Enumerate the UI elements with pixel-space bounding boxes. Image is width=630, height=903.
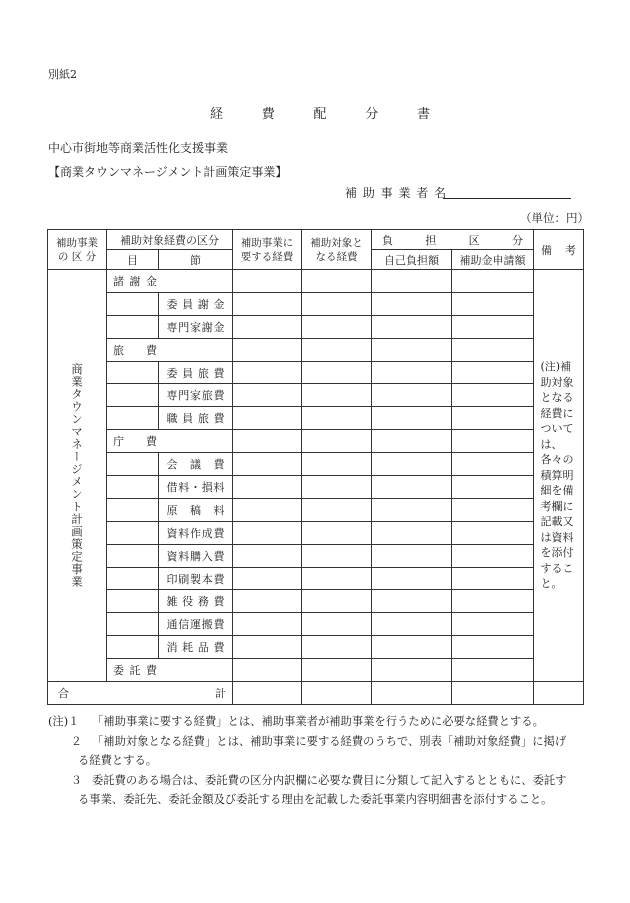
- subsidy-amount-cell[interactable]: [452, 613, 534, 636]
- eligible-amount-cell[interactable]: [302, 636, 372, 659]
- expense-subitem: 職員旅費: [159, 407, 233, 430]
- required-amount-cell[interactable]: [233, 659, 302, 682]
- expense-subitem: 専門家謝金: [159, 315, 233, 338]
- total-eligible-cell[interactable]: [302, 682, 372, 705]
- expense-row: [48, 292, 584, 315]
- expense-subitem: 資料作成費: [159, 521, 233, 544]
- item-blank-cell: [107, 453, 159, 476]
- expense-row: [48, 407, 584, 430]
- subsidy-amount-cell[interactable]: [452, 270, 534, 293]
- expense-row: [48, 476, 584, 499]
- total-row: [48, 682, 584, 705]
- item-blank-cell: [107, 567, 159, 590]
- subsidy-amount-cell[interactable]: [452, 338, 534, 361]
- required-amount-cell[interactable]: [233, 292, 302, 315]
- required-amount-cell[interactable]: [233, 476, 302, 499]
- expense-item: 旅費: [107, 338, 233, 361]
- footnote-number: ３: [70, 773, 82, 787]
- eligible-amount-cell[interactable]: [302, 407, 372, 430]
- subsidy-amount-cell[interactable]: [452, 498, 534, 521]
- self-amount-cell[interactable]: [372, 659, 452, 682]
- self-amount-cell[interactable]: [372, 521, 452, 544]
- eligible-amount-cell[interactable]: [302, 544, 372, 567]
- expense-row: [48, 315, 584, 338]
- eligible-amount-cell[interactable]: [302, 567, 372, 590]
- self-amount-cell[interactable]: [372, 430, 452, 453]
- eligible-amount-cell[interactable]: [302, 315, 372, 338]
- total-label: 合 計: [48, 682, 233, 705]
- expense-row: [48, 613, 584, 636]
- self-amount-cell[interactable]: [372, 636, 452, 659]
- expense-item: 庁費: [107, 430, 233, 453]
- subsidy-amount-cell[interactable]: [452, 636, 534, 659]
- footnote-number: (注)１: [48, 715, 80, 728]
- expense-subitem: 原稿料: [159, 498, 233, 521]
- eligible-amount-cell[interactable]: [302, 453, 372, 476]
- header-item: 目: [107, 250, 159, 270]
- expense-row: [48, 384, 584, 407]
- required-amount-cell[interactable]: [233, 521, 302, 544]
- footnote-text: 「補助事業に要する経費」とは、補助事業者が補助事業を行うために必要な経費とする。: [92, 715, 544, 728]
- header-row: [48, 230, 584, 250]
- header-subsidy: 補助金申請額: [452, 250, 534, 270]
- expense-subitem: 資料購入費: [159, 544, 233, 567]
- eligible-amount-cell[interactable]: [302, 384, 372, 407]
- required-amount-cell[interactable]: [233, 430, 302, 453]
- total-remarks-cell[interactable]: [534, 682, 584, 705]
- header-remarks: 備 考: [534, 230, 584, 270]
- subsidy-amount-cell[interactable]: [452, 315, 534, 338]
- expense-item: 諸謝金: [107, 270, 233, 293]
- expense-row: [48, 521, 584, 544]
- subsidy-amount-cell[interactable]: [452, 292, 534, 315]
- budget-allocation-table: [47, 229, 584, 705]
- remarks-note: (注)補助対象となる経費については、各々の積算明細を備考欄に記載又は資料を添付すること。: [540, 360, 574, 591]
- item-blank-cell: [107, 292, 159, 315]
- item-blank-cell: [107, 384, 159, 407]
- subsidy-amount-cell[interactable]: [452, 453, 534, 476]
- required-amount-cell[interactable]: [233, 384, 302, 407]
- item-blank-cell: [107, 544, 159, 567]
- self-amount-cell[interactable]: [372, 270, 452, 293]
- eligible-amount-cell[interactable]: [302, 338, 372, 361]
- footnotes: [48, 712, 588, 810]
- item-blank-cell: [107, 315, 159, 338]
- eligible-amount-cell[interactable]: [302, 521, 372, 544]
- total-self-cell[interactable]: [372, 682, 452, 705]
- subsidy-amount-cell[interactable]: [452, 407, 534, 430]
- expense-subitem: 通信運搬費: [159, 613, 233, 636]
- item-blank-cell: [107, 590, 159, 613]
- footnote-continuation: る事業、委託先、委託金額及び委託する理由を記載した委託事業内容明細書を添付すること。: [78, 793, 553, 806]
- self-amount-cell[interactable]: [372, 361, 452, 384]
- document-title: [210, 103, 430, 122]
- subsidy-amount-cell[interactable]: [452, 430, 534, 453]
- expense-subitem: 専門家旅費: [159, 384, 233, 407]
- self-amount-cell[interactable]: [372, 315, 452, 338]
- required-amount-cell[interactable]: [233, 544, 302, 567]
- expense-row: [48, 659, 584, 682]
- category-cell: [48, 270, 107, 682]
- subsidy-amount-cell[interactable]: [452, 590, 534, 613]
- eligible-amount-cell[interactable]: [302, 270, 372, 293]
- expense-subitem: 委員旅費: [159, 361, 233, 384]
- expense-row: [48, 430, 584, 453]
- header-required: 補助事業に 要する経費: [233, 230, 302, 270]
- project-name: 中心市街地等商業活性化支援事業: [48, 141, 229, 155]
- eligible-amount-cell[interactable]: [302, 498, 372, 521]
- self-amount-cell[interactable]: [372, 567, 452, 590]
- subsidy-amount-cell[interactable]: [452, 544, 534, 567]
- self-amount-cell[interactable]: [372, 544, 452, 567]
- subsidy-amount-cell[interactable]: [452, 361, 534, 384]
- item-blank-cell: [107, 476, 159, 499]
- expense-row: [48, 544, 584, 567]
- self-amount-cell[interactable]: [372, 498, 452, 521]
- eligible-amount-cell[interactable]: [302, 613, 372, 636]
- subsidy-amount-cell[interactable]: [452, 659, 534, 682]
- expense-row: [48, 636, 584, 659]
- attachment-label: 別紙2: [48, 68, 77, 81]
- expense-row: [48, 338, 584, 361]
- total-required-cell[interactable]: [233, 682, 302, 705]
- item-blank-cell: [107, 361, 159, 384]
- required-amount-cell[interactable]: [233, 613, 302, 636]
- eligible-amount-cell[interactable]: [302, 476, 372, 499]
- item-blank-cell: [107, 636, 159, 659]
- eligible-amount-cell[interactable]: [302, 361, 372, 384]
- expense-subitem: 委員謝金: [159, 292, 233, 315]
- required-amount-cell[interactable]: [233, 270, 302, 293]
- eligible-amount-cell[interactable]: [302, 430, 372, 453]
- item-blank-cell: [107, 613, 159, 636]
- expense-subitem: 会議費: [159, 453, 233, 476]
- header-expense-class: 補助対象経費の区分: [107, 230, 233, 250]
- applicant-name-field[interactable]: [443, 198, 571, 199]
- expense-subitem: 雑役務費: [159, 590, 233, 613]
- category-name: 商業タウンマネージメント計画策定事業: [70, 363, 84, 589]
- expense-subitem: 印刷製本費: [159, 567, 233, 590]
- self-amount-cell[interactable]: [372, 384, 452, 407]
- footnote-1: [48, 712, 588, 732]
- self-amount-cell[interactable]: [372, 407, 452, 430]
- subsidy-amount-cell[interactable]: [452, 567, 534, 590]
- self-amount-cell[interactable]: [372, 338, 452, 361]
- expense-row: [48, 270, 584, 293]
- self-amount-cell[interactable]: [372, 590, 452, 613]
- subsidy-amount-cell[interactable]: [452, 476, 534, 499]
- total-subsidy-cell[interactable]: [452, 682, 534, 705]
- header-burden: 負 担 区 分: [372, 230, 534, 250]
- required-amount-cell[interactable]: [233, 567, 302, 590]
- required-amount-cell[interactable]: [233, 590, 302, 613]
- footnote-3: [48, 771, 588, 791]
- footnote-number: ２: [70, 734, 82, 748]
- subsidy-amount-cell[interactable]: [452, 384, 534, 407]
- subproject-name: 【商業タウンマネージメント計画策定事業】: [48, 165, 288, 179]
- required-amount-cell[interactable]: [233, 361, 302, 384]
- title-char: 経: [210, 107, 224, 122]
- expense-subitem: 消耗品費: [159, 636, 233, 659]
- title-char: 分: [365, 107, 379, 122]
- header-category: 補助事業 の 区 分: [48, 230, 107, 270]
- header-subitem: 節: [159, 250, 233, 270]
- remarks-cell[interactable]: [534, 270, 584, 682]
- header-self-burden: 自己負担額: [372, 250, 452, 270]
- required-amount-cell[interactable]: [233, 407, 302, 430]
- expense-row: [48, 590, 584, 613]
- required-amount-cell[interactable]: [233, 338, 302, 361]
- footnote-text: 「補助対象となる経費」とは、補助事業に要する経費のうちで、別表「補助対象経費」に掲げ: [92, 734, 567, 748]
- expense-row: [48, 567, 584, 590]
- required-amount-cell[interactable]: [233, 636, 302, 659]
- eligible-amount-cell[interactable]: [302, 292, 372, 315]
- footnote-continuation: る経費とする。: [78, 754, 158, 767]
- footnote-2: [48, 732, 588, 752]
- required-amount-cell[interactable]: [233, 453, 302, 476]
- applicant-label: 補 助 事 業 者 名: [345, 186, 448, 200]
- footnote-text: 委託費のある場合は、委託費の区分内訳欄に必要な費目に分類して記入するとともに、委託す: [92, 773, 567, 787]
- title-char: 配: [313, 107, 327, 122]
- item-blank-cell: [107, 498, 159, 521]
- unit-label: （単位：円）: [520, 211, 589, 225]
- header-eligible: 補助対象と なる経費: [302, 230, 372, 270]
- subsidy-amount-cell[interactable]: [452, 521, 534, 544]
- expense-item: 委託費: [107, 659, 233, 682]
- self-amount-cell[interactable]: [372, 476, 452, 499]
- expense-row: [48, 498, 584, 521]
- expense-subitem: 借料・損料: [159, 476, 233, 499]
- required-amount-cell[interactable]: [233, 315, 302, 338]
- required-amount-cell[interactable]: [233, 498, 302, 521]
- title-char: 書: [416, 107, 430, 122]
- item-blank-cell: [107, 521, 159, 544]
- title-char: 費: [261, 107, 275, 122]
- eligible-amount-cell[interactable]: [302, 659, 372, 682]
- self-amount-cell[interactable]: [372, 453, 452, 476]
- self-amount-cell[interactable]: [372, 613, 452, 636]
- expense-row: [48, 361, 584, 384]
- expense-row: [48, 453, 584, 476]
- eligible-amount-cell[interactable]: [302, 590, 372, 613]
- item-blank-cell: [107, 407, 159, 430]
- self-amount-cell[interactable]: [372, 292, 452, 315]
